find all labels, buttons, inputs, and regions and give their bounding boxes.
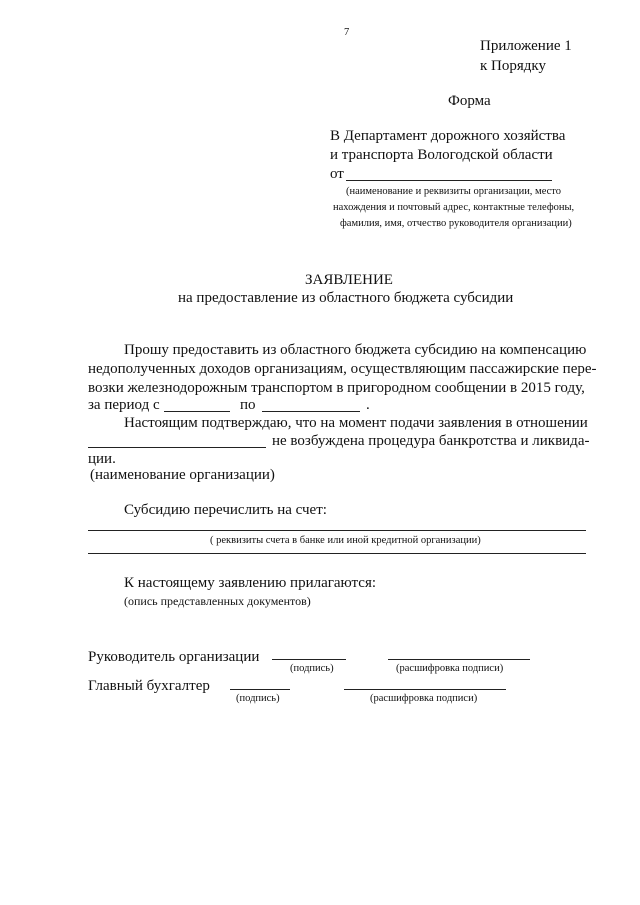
head-label: Руководитель организации xyxy=(88,649,260,665)
head-decode-hint: (расшифровка подписи) xyxy=(396,663,504,674)
addressee-line1: В Департамент дорожного хозяйства xyxy=(330,128,566,144)
head-decode-field[interactable] xyxy=(388,659,530,660)
paragraph1-line1: Прошу предоставить из областного бюджета субсидию на компенсацию xyxy=(124,342,587,358)
page-number: 7 xyxy=(344,27,350,38)
paragraph1-line2: недополученных доходов организациям, осуществляющим пассажирские пере- xyxy=(88,361,597,377)
chief-signature-hint: (подпись) xyxy=(236,693,280,704)
document-title: ЗАЯВЛЕНИЕ xyxy=(305,272,393,288)
paragraph2-line1: Настоящим подтверждаю, что на момент подачи заявления в отношении xyxy=(124,415,588,431)
addressee-hint3: фамилия, имя, отчество руководителя организации) xyxy=(340,218,572,229)
document-subtitle: на предоставление из областного бюджета субсидии xyxy=(178,290,514,306)
bank-hint: ( реквизиты счета в банке или иной кредитной организации) xyxy=(210,535,481,546)
appendix-line2: к Порядку xyxy=(480,58,546,74)
paragraph2-line3: ции. xyxy=(88,451,116,467)
from-field-line[interactable] xyxy=(346,180,552,181)
head-signature-hint: (подпись) xyxy=(290,663,334,674)
organization-hint: (наименование организации) xyxy=(90,467,275,483)
paragraph2-line2: не возбуждена процедура банкротства и ликвида- xyxy=(272,433,590,449)
form-label: Форма xyxy=(448,93,491,109)
addressee-hint1: (наименование и реквизиты организации, место xyxy=(346,186,561,197)
paragraph1-line3: возки железнодорожным транспортом в пригородном сообщении в 2015 году, xyxy=(88,380,585,396)
chief-decode-hint: (расшифровка подписи) xyxy=(370,693,478,704)
period-label: за период с xyxy=(88,397,160,413)
bank-field-line2[interactable] xyxy=(88,553,586,554)
attachments-hint: (опись представленных документов) xyxy=(124,594,311,608)
chief-signature-field[interactable] xyxy=(230,689,290,690)
period-end-field[interactable] xyxy=(262,411,360,412)
chief-decode-field[interactable] xyxy=(344,689,506,690)
chief-label: Главный бухгалтер xyxy=(88,678,210,694)
subsidy-label: Субсидию перечислить на счет: xyxy=(124,502,327,518)
addressee-hint2: нахождения и почтовый адрес, контактные телефоны, xyxy=(333,202,575,213)
period-start-field[interactable] xyxy=(164,411,230,412)
addressee-line2: и транспорта Вологодской области xyxy=(330,147,553,163)
period-end-dot: . xyxy=(366,397,370,413)
appendix-line1: Приложение 1 xyxy=(480,38,572,54)
bank-field-line1[interactable] xyxy=(88,530,586,531)
period-to-label: по xyxy=(240,397,256,413)
attachments-label: К настоящему заявлению прилагаются: xyxy=(124,575,377,591)
organization-field[interactable] xyxy=(88,447,266,448)
head-signature-field[interactable] xyxy=(272,659,346,660)
from-label: от xyxy=(330,166,344,182)
